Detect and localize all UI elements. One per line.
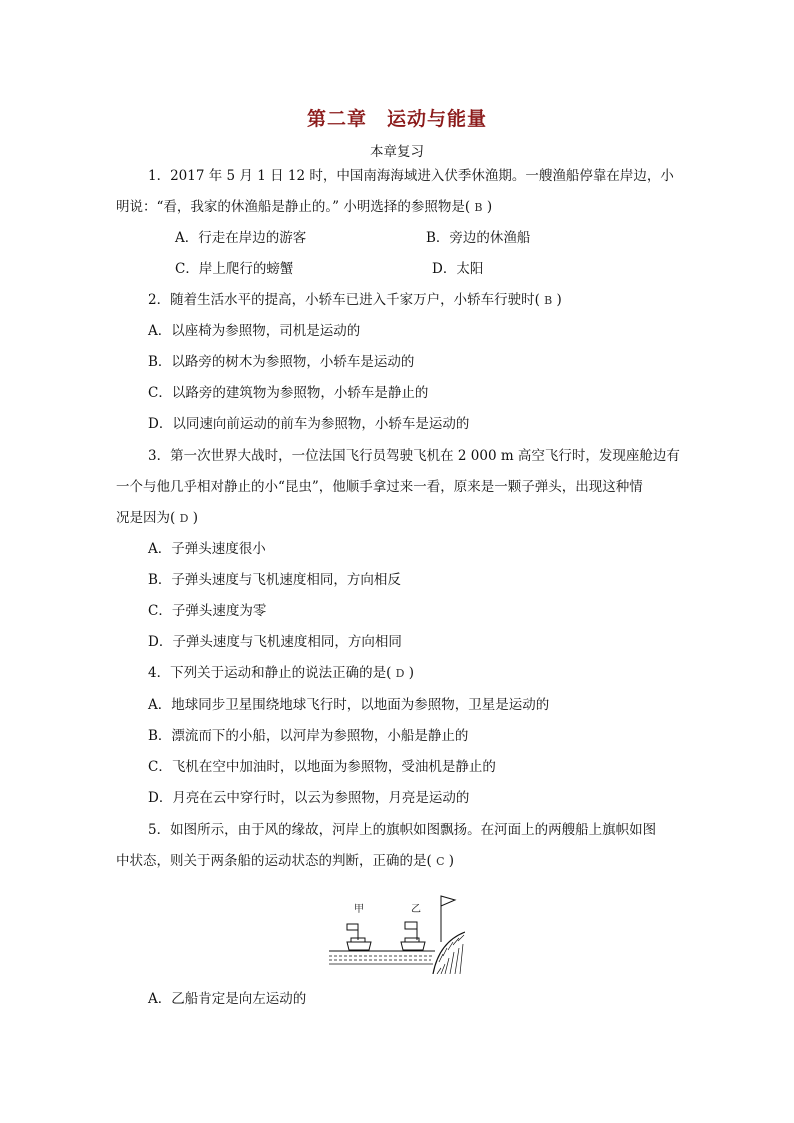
section-subtitle: 本章复习 <box>370 144 424 160</box>
q2-option-c: C．以路旁的建筑物为参照物，小轿车是静止的 <box>148 385 429 401</box>
boat-jia-flag <box>347 924 358 930</box>
boat-jia-hull <box>347 942 371 950</box>
q1-stem-line2 <box>116 197 492 218</box>
q2-stem-text: 2．随着生活水平的提高，小轿车已进入千家万户，小轿车行驶时( <box>148 292 540 308</box>
q4-option-b: B．漂流而下的小船，以河岸为参照物，小船是静止的 <box>148 728 469 744</box>
q3-option-c: C．子弹头速度为零 <box>148 603 267 619</box>
q1-answer: B <box>474 201 483 214</box>
q5-stem-line1: 5．如图所示，由于风的缘故，河岸上的旗帜如图飘扬。在河面上的两艘船上旗帜如图 <box>148 822 657 838</box>
q4-stem-text: 4．下列关于运动和静止的说法正确的是( <box>148 665 392 681</box>
q5-close: ) <box>448 853 455 869</box>
q4-answer: D <box>395 667 405 680</box>
q5-stem-line2 <box>116 851 454 872</box>
q1-option-b: B．旁边的休渔船 <box>426 230 531 246</box>
q3-answer: D <box>179 512 189 525</box>
q4-option-a: A．地球同步卫星围绕地球飞行时，以地面为参照物，卫星是运动的 <box>148 697 550 713</box>
q5-answer: C <box>436 855 445 868</box>
riverbank <box>433 932 465 974</box>
q3-stem-text: 况是因为( <box>116 510 176 526</box>
q1-close: ) <box>486 199 493 215</box>
riverbank-flag <box>441 896 455 942</box>
q5-stem-text: 中状态，则关于两条船的运动状态的判断，正确的是( <box>116 853 432 869</box>
boat-yi-flag <box>405 922 417 929</box>
q5-option-a: A．乙船肯定是向左运动的 <box>148 991 307 1007</box>
q2-option-d: D．以同速向前运动的前车为参照物，小轿车是运动的 <box>148 416 470 432</box>
boat-yi <box>401 903 425 950</box>
water-lines <box>329 951 435 964</box>
q4-stem <box>148 663 414 684</box>
boat-jia-label: 甲 <box>354 904 364 915</box>
q1-option-d: D．太阳 <box>432 261 484 277</box>
q4-close: ) <box>408 665 415 681</box>
q3-stem-line1: 3．第一次世界大战时，一位法国飞行员驾驶飞机在 2 000 m 高空飞行时，发现座舱边有 <box>148 448 680 464</box>
chapter-title: 第二章 运动与能量 <box>306 108 487 130</box>
q4-option-d: D．月亮在云中穿行时，以云为参照物，月亮是运动的 <box>148 790 470 806</box>
boat-jia <box>347 903 371 950</box>
q1-stem-line1: 1．2017 年 5 月 1 日 12 时，中国南海海域进入伏季休渔期。一艘渔船停靠在岸边，小 <box>148 168 674 184</box>
boats-flag-figure <box>329 890 465 974</box>
q4-option-c: C．飞机在空中加油时，以地面为参照物，受油机是静止的 <box>148 759 496 775</box>
q1-stem-text: 明说：“看，我家的休渔船是静止的。” 小明选择的参照物是( <box>116 199 471 215</box>
q3-option-a: A．子弹头速度很小 <box>148 541 266 557</box>
boat-yi-label: 乙 <box>411 904 421 915</box>
q2-option-b: B．以路旁的树木为参照物，小轿车是运动的 <box>148 354 415 370</box>
q3-option-d: D．子弹头速度与飞机速度相同，方向相同 <box>148 634 402 650</box>
q2-stem <box>148 290 562 311</box>
boat-yi-hull <box>401 942 425 950</box>
q2-answer: B <box>544 294 553 307</box>
q3-stem-line2: 一个与他几乎相对静止的小“昆虫”，他顺手拿过来一看，原来是一颗子弹头，出现这种情 <box>116 479 643 495</box>
q2-close: ) <box>556 292 562 308</box>
q2-option-a: A．以座椅为参照物，司机是运动的 <box>148 323 361 339</box>
q3-close: ) <box>192 510 198 526</box>
q3-stem-line3 <box>116 508 198 529</box>
q3-option-b: B．子弹头速度与飞机速度相同，方向相反 <box>148 572 401 588</box>
q1-option-a: A．行走在岸边的游客 <box>175 230 307 246</box>
bank-flag-icon <box>441 896 455 906</box>
q1-option-c: C．岸上爬行的螃蟹 <box>175 261 294 277</box>
